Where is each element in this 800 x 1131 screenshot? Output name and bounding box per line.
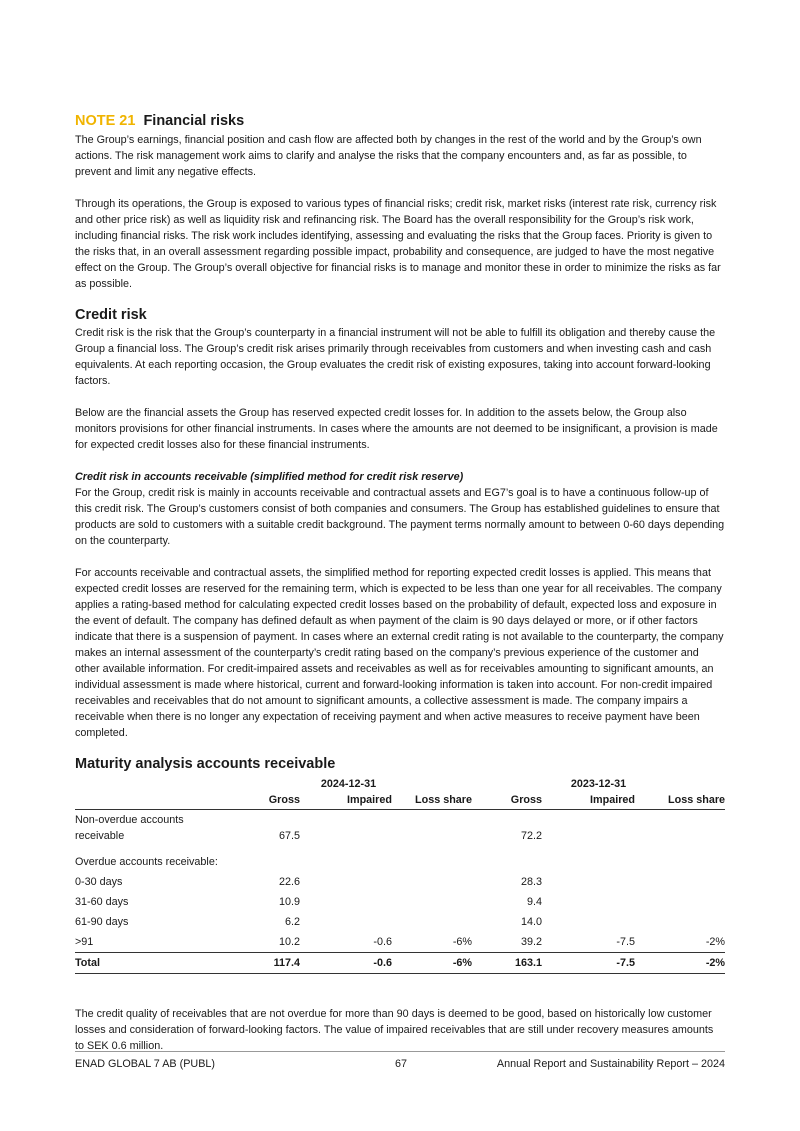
footer-report-title: Annual Report and Sustainability Report – 2024 xyxy=(496,1058,725,1070)
row-label: 61-90 days xyxy=(75,916,129,928)
table-cell xyxy=(635,872,725,892)
credit-risk-paragraph: Credit risk is the risk that the Group’s counterparty in a financial instrument will not be able to fulfill its obligation and thereby cause the Group a financial loss. The Group’s credit risk arises primarily through receivables from customers and when investing cash and cash equivalents. At each reporting occasion, the Group evaluates the credit risk of existing exposures, taking into account forward-looking factors. xyxy=(75,327,716,387)
closing-paragraph: The credit quality of receivables that are not overdue for more than 90 days is deemed to be good, based on historically low customer losses and consideration of forward-looking factors. The value of impaired receivables that are still under recovery measures amounts to SEK 0.6 million. xyxy=(75,1008,714,1052)
col-gross-2023: Gross xyxy=(472,792,542,810)
table-cell: 67.5 xyxy=(278,830,300,842)
col-loss-share-2024: Loss share xyxy=(392,792,472,810)
total-label: Total xyxy=(75,953,225,974)
table-cell: 22.6 xyxy=(278,876,300,888)
row-label: 31-60 days xyxy=(75,896,129,908)
table-cell: 10.9 xyxy=(278,896,300,908)
table-cell xyxy=(392,892,472,912)
table-cell xyxy=(635,892,725,912)
year-2023-header: 2023-12-31 xyxy=(570,778,627,790)
table-row xyxy=(75,932,725,953)
total-cell: -2% xyxy=(635,953,725,974)
table-row xyxy=(75,810,725,849)
total-row xyxy=(75,953,725,974)
table-cell: -6% xyxy=(452,936,473,948)
col-loss-share-2023: Loss share xyxy=(635,792,725,810)
table-cell xyxy=(635,912,725,932)
intro-paragraph: Through its operations, the Group is exposed to various types of financial risks; credit risk, market risks (interest rate risk, currency risk and other price risk) as well as liquidity risk and refinancing risk. The Board has the overall responsibility for the Group’s risk work, including financial risks. The risk work includes identifying, assessing and evaluating the risks that the Group faces. Priority is given to the risks that, in an overall assessment regarding possible impact, probability and consequence, are judged to have the most negative effect on the Group. The Group’s overall objective for financial risks is to manage and monitor these in order to minimize the risks as far as possible. xyxy=(75,198,721,290)
table-cell xyxy=(392,872,472,892)
table-cell xyxy=(300,912,392,932)
table-cell xyxy=(542,892,635,912)
total-cell: 163.1 xyxy=(472,953,542,974)
col-impaired-2023: Impaired xyxy=(542,792,635,810)
table-cell: 14.0 xyxy=(521,916,543,928)
note-number: NOTE 21 xyxy=(75,113,136,129)
receivables-paragraph: For accounts receivable and contractual assets, the simplified method for reporting expected credit losses is applied. This means that expected credit losses are reserved for the remaining term, which is expected to be less than one year for all receivables. The company applies a rating-based method for calculating expected credit losses based on the probability of default, expected loss and exposure in the event of default. The company has defined default as when payment of the claim is 90 days delayed or more, or if other factors indicate that there is a suspension of payment. In cases where an external credit rating is not available to the counterparty, the company makes an internal assessment of the counterparty’s credit rating based on the company’s previous experience of the customer and other available information. For credit-impaired assets and receivables as well as for receivables amounting to significant amounts, an individual assessment is made where historical, current and forward-looking information is taken into account. For non-credit impaired receivables and receivables that do not amount to significant amounts, a collective assessment is made. The company impairs a receivable when there is no longer any expectation of receiving payment and when active measures to receive payment have been completed. xyxy=(75,567,724,739)
total-cell: -0.6 xyxy=(300,953,392,974)
table-row xyxy=(75,892,725,912)
table-cell xyxy=(542,810,635,849)
table-cell xyxy=(635,810,725,849)
table-cell xyxy=(300,810,392,849)
maturity-heading: Maturity analysis accounts receivable xyxy=(75,756,336,772)
credit-risk-paragraph: Below are the financial assets the Group has reserved expected credit losses for. In addition to the assets below, the Group also monitors provisions for other financial instruments. In cases where the amounts are not deemed to be insignificant, a provision is made for expected credit losses also for these financial instruments. xyxy=(75,407,718,451)
table-cell xyxy=(300,872,392,892)
row-label: Overdue accounts receivable: xyxy=(75,856,218,868)
table-row xyxy=(75,872,725,892)
row-label: 0-30 days xyxy=(75,876,123,888)
table-cell xyxy=(300,892,392,912)
table-cell xyxy=(542,872,635,892)
note-title: Financial risks xyxy=(143,113,245,129)
table-cell: 72.2 xyxy=(521,830,543,842)
table-cell: -7.5 xyxy=(616,936,636,948)
table-cell xyxy=(392,810,472,849)
total-cell: -6% xyxy=(392,953,472,974)
table-cell: 6.2 xyxy=(284,916,300,928)
table-row xyxy=(75,848,725,872)
row-label-cont: receivable xyxy=(75,830,125,842)
total-cell: -7.5 xyxy=(542,953,635,974)
receivables-paragraph: For the Group, credit risk is mainly in accounts receivable and contractual assets and EG7’s goal is to have a continuous follow-up of this credit risk. The Group’s customers consist of both companies and consumers. The Group has established guidelines to ensure that products are sold to customers with a suitable credit background. The payment terms normally amount to between 0-60 days depending on the counterparty. xyxy=(75,487,725,547)
year-header-row xyxy=(75,776,725,792)
maturity-table xyxy=(75,776,725,974)
table-cell: -2% xyxy=(705,936,726,948)
credit-risk-heading: Credit risk xyxy=(75,307,147,323)
note-heading xyxy=(75,112,725,130)
page-content xyxy=(75,112,725,1054)
table-row xyxy=(75,912,725,932)
table-cell xyxy=(542,912,635,932)
page-footer xyxy=(75,1051,725,1072)
total-cell: 117.4 xyxy=(225,953,300,974)
col-impaired-2024: Impaired xyxy=(300,792,392,810)
footer-company: ENAD GLOBAL 7 AB (PUBL) xyxy=(75,1058,216,1070)
table-cell xyxy=(392,912,472,932)
table-cell: 39.2 xyxy=(521,936,543,948)
intro-paragraph: The Group’s earnings, financial position and cash flow are affected both by changes in the rest of the world and by the Group’s own actions. The risk management work aims to clarify and analyse the risks that the company encounters and, as far as possible, to prevent and limit any negative effects. xyxy=(75,134,702,178)
receivables-subheading: Credit risk in accounts receivable (simplified method for credit risk reserve) xyxy=(75,471,464,483)
table-cell: 9.4 xyxy=(527,896,543,908)
row-label: Non-overdue accounts xyxy=(75,814,184,826)
table-cell: -0.6 xyxy=(373,936,392,948)
page-number: 67 xyxy=(395,1058,408,1070)
col-gross-2024: Gross xyxy=(225,792,300,810)
column-header-row xyxy=(75,792,725,810)
table-cell: 10.2 xyxy=(278,936,300,948)
row-label: >91 xyxy=(75,936,94,948)
table-cell: 28.3 xyxy=(521,876,543,888)
year-2024-header: 2024-12-31 xyxy=(320,778,377,790)
